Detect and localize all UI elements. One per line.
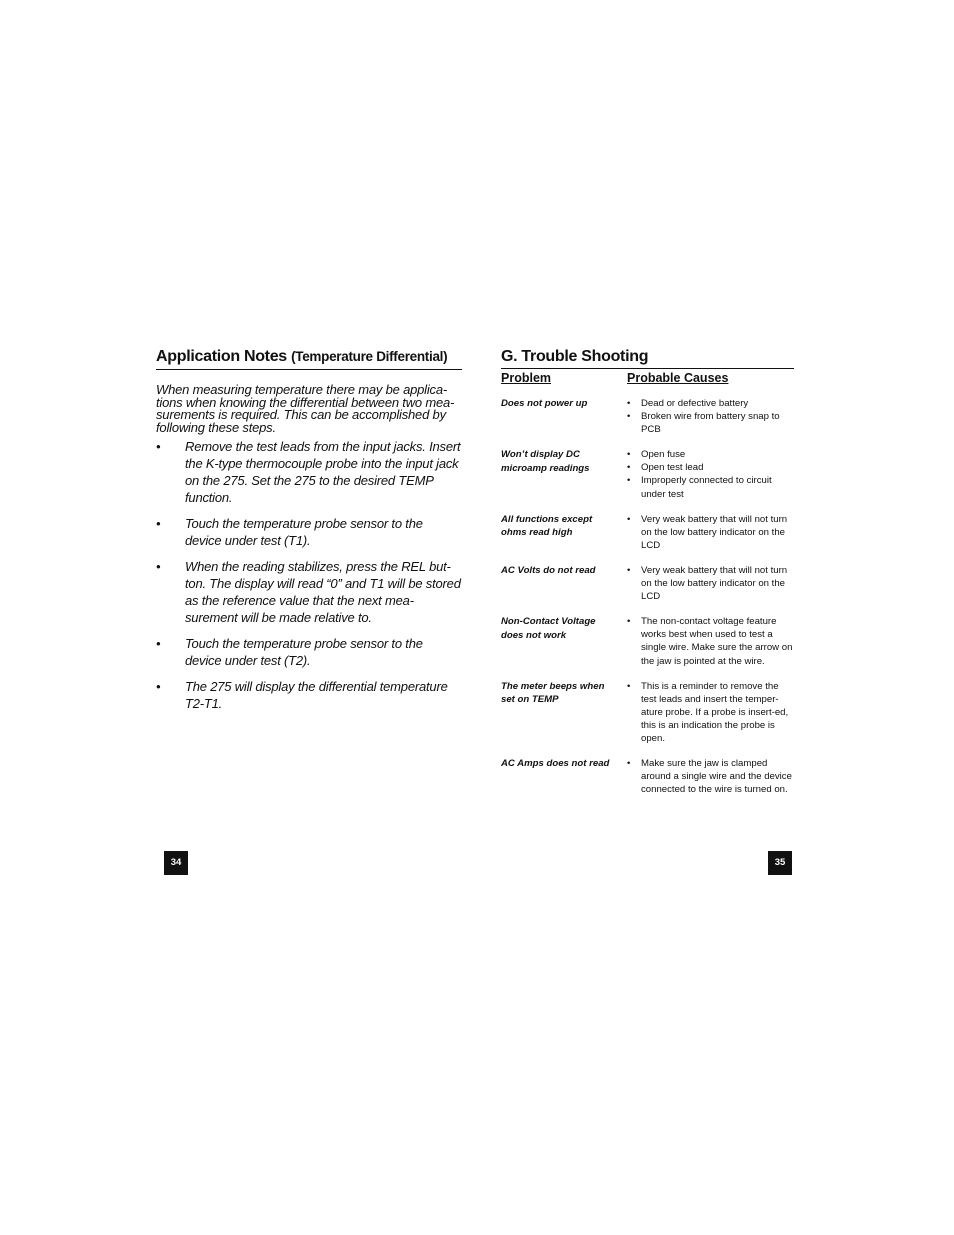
table-row [501,397,794,436]
column-headers [501,370,794,386]
causes-cell [627,680,794,745]
table-row [501,757,794,796]
step-item [156,635,462,669]
bullet-icon: • [627,513,631,525]
step-item [156,558,462,626]
table-row [501,564,794,603]
cause-text: This is a reminder to remove the test leads and insert the temper-ature probe. If a probe is insert-ed, this is an indication the probe is open. [641,680,789,744]
cause-item [627,474,794,500]
cause-item [627,680,794,745]
bullet-icon: • [627,564,631,576]
step-item [156,438,462,506]
bullet-icon: • [156,439,161,454]
bullet-icon: • [156,559,161,574]
cause-item [627,448,794,461]
bullet-icon: • [627,680,631,692]
step-text: Touch the temperature probe sensor to the device under test (T2). [185,636,423,668]
step-text: The 275 will display the differential temperature T2-T1. [185,679,448,711]
cause-text: Dead or defective battery [641,398,749,409]
problem-line: microamp readings [501,462,590,474]
heading-main: Application Notes [156,348,287,365]
trouble-table [501,397,794,796]
problem-cell [501,513,627,552]
problem-cell [501,397,627,436]
bullet-icon: • [156,679,161,694]
problem-line: Won’t display DC [501,449,580,461]
right-page [501,346,794,808]
problem-line: ohms read high [501,527,573,539]
cause-text: Very weak battery that will not turn on the low battery indicator on the LCD [641,564,788,603]
causes-column-header: Probable Causes [627,371,729,385]
problem-cell [501,757,627,796]
problem-line: AC Volts do not read [501,564,596,576]
steps-list [156,438,462,712]
problem-line: Non-Contact Voltage [501,616,596,628]
table-row [501,513,794,552]
left-page [156,346,462,721]
bullet-icon: • [627,616,631,628]
table-row [501,615,794,667]
bullet-icon: • [627,411,631,423]
page-number-left: 34 [164,851,188,875]
cause-text: Very weak battery that will not turn on the low battery indicator on the LCD [641,513,788,551]
bullet-icon: • [627,475,631,487]
step-text: When the reading stabilizes, press the REL but-ton. The display will read “0” and T1 will be stored as the reference value that the next mea-surement will be made relative to. [185,559,461,625]
problem-column-header: Problem [501,371,552,385]
problem-cell [501,448,627,500]
causes-cell [627,448,794,500]
cause-text: Open test lead [641,462,704,474]
page-number-right: 35 [768,851,792,875]
cause-item [627,397,794,410]
causes-cell [627,564,794,603]
cause-text: Improperly connected to circuit under test [641,475,772,500]
step-item [156,678,462,712]
problem-line: AC Amps does not read [501,758,610,770]
cause-text: The non-contact voltage feature works best when used to test a single wire. Make sure the arrow on the jaw is pointed at the wire. [641,616,793,667]
problem-line: All functions except [501,513,593,525]
problem-cell [501,615,627,667]
bullet-icon: • [627,758,631,770]
application-notes-heading [156,346,462,370]
cause-item [627,461,794,474]
problem-line: does not work [501,629,567,641]
bullet-icon: • [627,462,631,474]
intro-paragraph: When measuring temperature there may be applica-tions when knowing the differential between two mea-surements is required. This can be accomplished by following these steps. [156,382,455,435]
table-row [501,448,794,500]
cause-text: Broken wire from battery snap to PCB [641,411,780,436]
cause-item [627,615,794,667]
step-text: Remove the test leads from the input jacks. Insert the K-type thermocouple probe into the input jack on the 275. Set the 275 to the desired TEMP function. [185,439,461,505]
trouble-shooting-heading: G. Trouble Shooting [501,346,794,369]
bullet-icon: • [627,449,631,461]
causes-cell [627,397,794,436]
causes-cell [627,757,794,796]
bullet-icon: • [156,516,161,531]
step-item [156,515,462,549]
problem-cell [501,680,627,745]
table-row [501,680,794,745]
causes-cell [627,513,794,552]
step-text: Touch the temperature probe sensor to the device under test (T1). [185,516,423,548]
problem-line: Does not power up [501,398,588,409]
bullet-icon: • [156,636,161,651]
problem-line: The meter beeps when [501,680,605,692]
cause-item [627,410,794,436]
cause-item [627,757,794,796]
cause-text: Open fuse [641,449,686,461]
problem-cell [501,564,627,603]
problem-line: set on TEMP [501,694,559,706]
cause-item [627,513,794,552]
cause-text: Make sure the jaw is clamped around a single wire and the device connected to the wire is turned on. [641,758,792,796]
causes-cell [627,615,794,667]
bullet-icon: • [627,398,631,409]
heading-subtitle: (Temperature Differential) [291,349,448,364]
cause-item [627,564,794,603]
